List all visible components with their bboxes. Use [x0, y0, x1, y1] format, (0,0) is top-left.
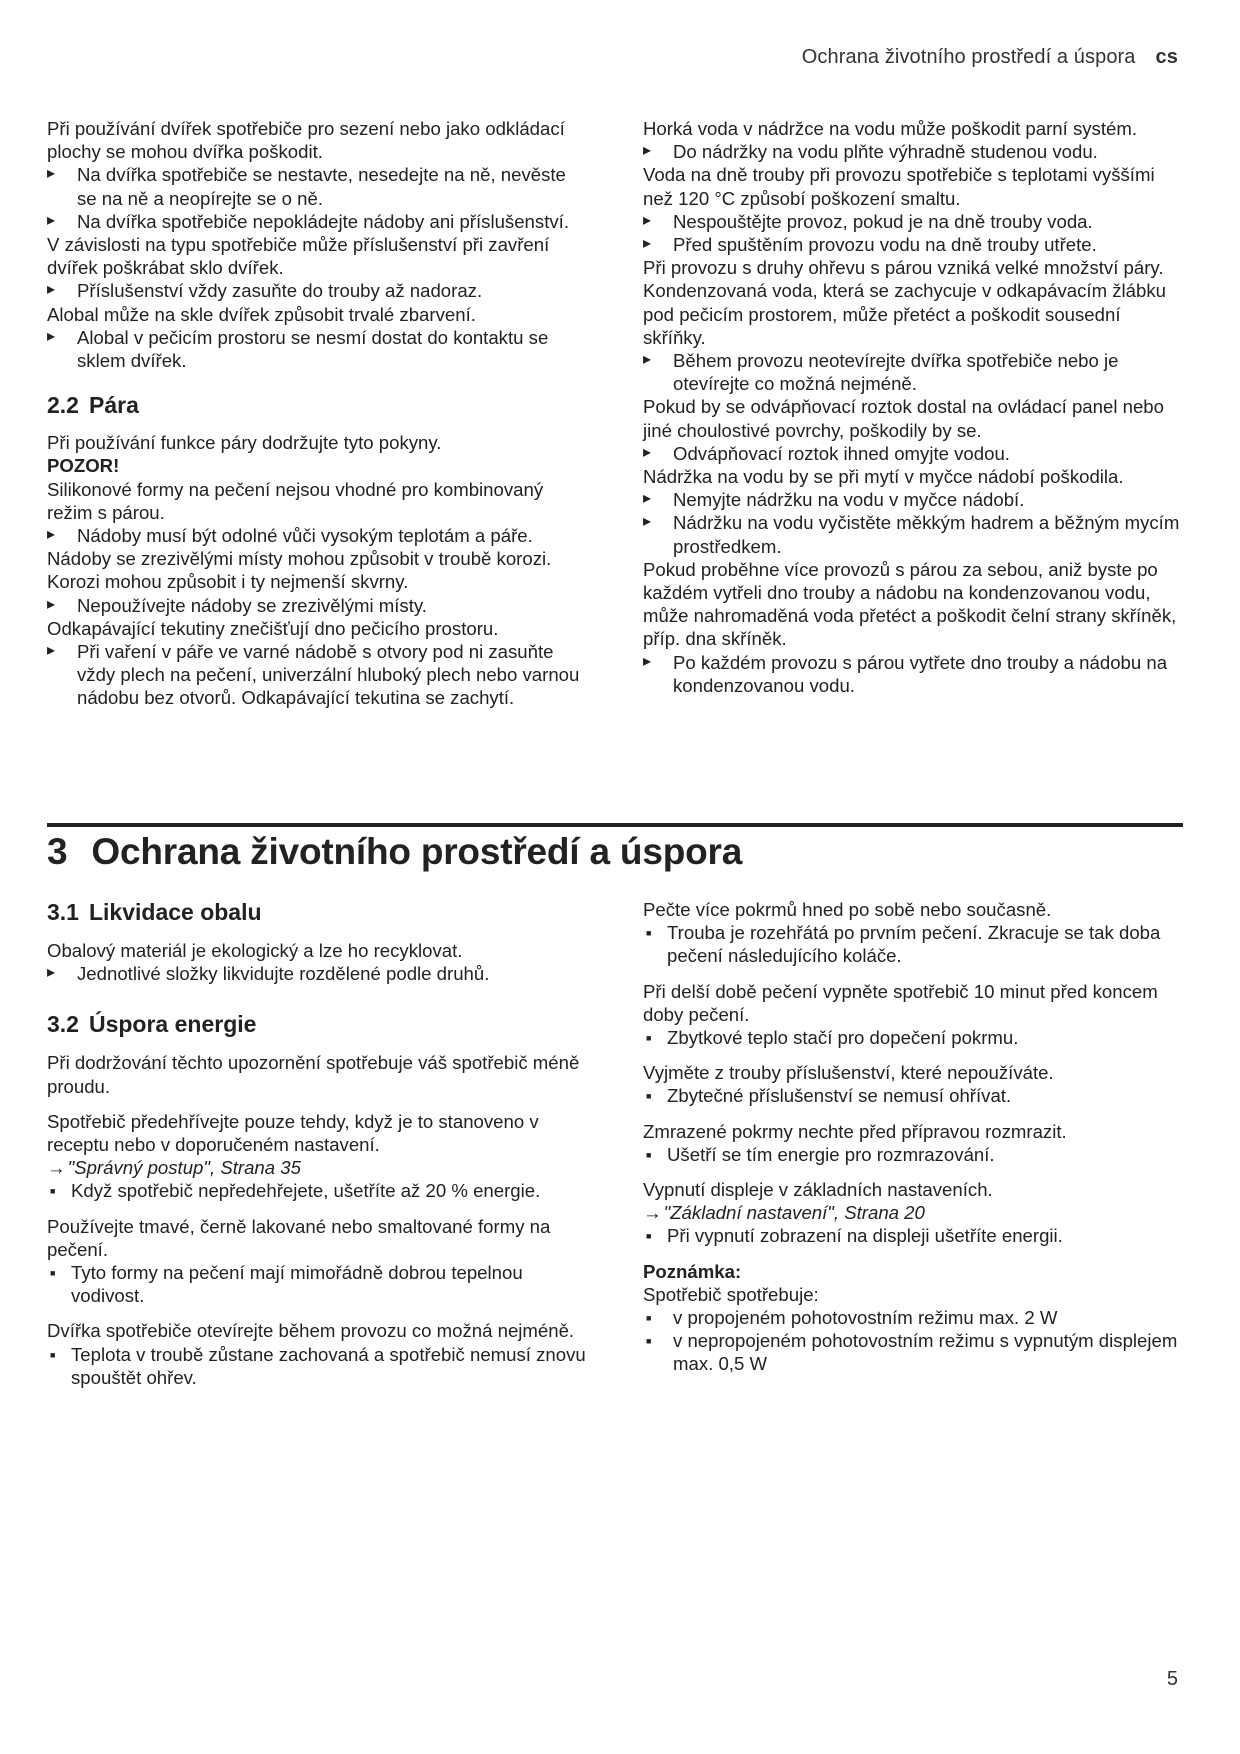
section-number: 3.2: [47, 1011, 79, 1038]
paragraph: Pokud by se odvápňovací roztok dostal na ovládací panel nebo jiné choulostivé povrchy, poškodily by se.: [643, 396, 1164, 441]
paragraph: Voda na dně trouby při provozu spotřebiče s teplotami vyššími než 120 °C způsobí poškození smaltu.: [643, 164, 1155, 209]
chapter-divider: [47, 823, 1183, 827]
paragraph: Horká voda v nádržce na vodu může poškodit parní systém.: [643, 118, 1138, 139]
cross-reference-link[interactable]: [47, 1156, 587, 1179]
paragraph: Alobal může na skle dvířek způsobit trvalé zbarvení.: [47, 303, 476, 325]
cross-reference-text: "Správný postup", Strana 35: [67, 1157, 301, 1179]
result-item: ■ Zbytkové teplo stačí pro dopečení pokrmu.: [643, 1026, 1183, 1049]
note-item: ■ v propojeném pohotovostním režimu max. 2 W: [643, 1306, 1183, 1329]
column-right-lower: [643, 898, 1183, 1376]
running-header-title: Ochrana životního prostředí a úspora: [801, 46, 1136, 68]
paragraph: Spotřebič předehřívejte pouze tehdy, když je to stanoveno v receptu nebo v doporučeném nastavení.: [47, 1110, 539, 1156]
section-title: Pára: [88, 392, 139, 419]
note-label: Poznámka:: [643, 1260, 742, 1282]
paragraph: Při provozu s druhy ohřevu s párou vzniká velké množství páry. Kondenzovaná voda, která se zachycuje v odkapávacím žlábku pod pečicím prostorem, může přetéct a poškodit sousední skříňky.: [643, 257, 1167, 348]
section-number: 3.1: [47, 899, 79, 925]
paragraph: Silikonové formy na pečení nejsou vhodné pro kombinovaný režim s párou.: [47, 478, 544, 523]
result-item: ■ Zbytečné příslušenství se nemusí ohřívat.: [643, 1084, 1183, 1107]
section-heading-3-1: [47, 898, 587, 926]
instruction-step: ▸ Před spuštěním provozu vodu na dně trouby utřete.: [643, 233, 1183, 256]
instruction-step: ▸ Nespouštějte provoz, pokud je na dně trouby voda.: [643, 210, 1183, 233]
paragraph: Zmrazené pokrmy nechte před přípravou rozmrazit.: [643, 1120, 1067, 1142]
result-item: ■ Tyto formy na pečení mají mimořádně dobrou tepelnou vodivost.: [47, 1261, 587, 1307]
paragraph: Nádržka na vodu by se při mytí v myčce nádobí poškodila.: [643, 466, 1124, 488]
paragraph: Při používání funkce páry dodržujte tyto pokyny.: [47, 432, 442, 454]
result-item: ■ Při vypnutí zobrazení na displeji ušetříte energii.: [643, 1224, 1183, 1247]
chapter-heading: [47, 830, 742, 874]
caution-label: POZOR!: [47, 455, 120, 477]
chapter-title: Ochrana životního prostředí a úspora: [91, 831, 743, 872]
paragraph: Odkapávající tekutiny znečišťují dno pečicího prostoru.: [47, 617, 499, 639]
paragraph: Vyjměte z trouby příslušenství, které nepoužíváte.: [643, 1062, 1054, 1084]
paragraph: Dvířka spotřebiče otevírejte během provozu co možná nejméně.: [47, 1320, 575, 1342]
section-title: Úspora energie: [88, 1011, 257, 1038]
cross-reference-link[interactable]: [643, 1201, 1183, 1224]
instruction-step: ▸ Nemyjte nádržku na vodu v myčce nádobí.: [643, 488, 1183, 511]
note-item: ■ v nepropojeném pohotovostním režimu s vypnutým displejem max. 0,5 W: [643, 1329, 1183, 1375]
instruction-step: ▸ Odvápňovací roztok ihned omyjte vodou.: [643, 442, 1183, 465]
instruction-step: ▸ Do nádržky na vodu plňte výhradně studenou vodu.: [643, 140, 1183, 163]
result-item: ■ Teplota v troubě zůstane zachovaná a spotřebič nemusí znovu spouštět ohřev.: [47, 1343, 587, 1389]
instruction-step: ▸ Na dvířka spotřebiče nepokládejte nádoby ani příslušenství.: [47, 210, 587, 233]
result-item: ■ Ušetří se tím energie pro rozmrazování.: [643, 1143, 1183, 1166]
paragraph: Používejte tmavé, černě lakované nebo smaltované formy na pečení.: [47, 1215, 551, 1260]
paragraph: Při dodržování těchto upozornění spotřebuje váš spotřebič méně proudu.: [47, 1052, 580, 1097]
paragraph: Pečte více pokrmů hned po sobě nebo současně.: [643, 899, 1052, 920]
paragraph: Při používání dvířek spotřebiče pro sezení nebo jako odkládací plochy se mohou dvířka poškodit.: [47, 118, 565, 163]
instruction-step: ▸ Po každém provozu s párou vytřete dno trouby a nádobu na kondenzovanou vodu.: [643, 651, 1183, 697]
paragraph: Vypnutí displeje v základních nastaveních.: [643, 1179, 993, 1201]
instruction-step: ▸ Na dvířka spotřebiče se nestavte, nesedejte na ně, nevěste se na ně a neopírejte se o ně.: [47, 163, 587, 209]
chapter-number: 3: [47, 831, 68, 872]
instruction-step: ▸ Při vaření v páře ve varné nádobě s otvory pod ni zasuňte vždy plech na pečení, univerzální hluboký plech nebo varnou nádobu bez otvorů. Odkapávající tekutina se zachytí.: [47, 640, 587, 710]
note-text: Spotřebič spotřebuje:: [643, 1283, 819, 1305]
section-number: 2.2: [47, 392, 79, 419]
section-heading-3-2: [47, 1010, 587, 1038]
paragraph: Nádoby se zrezivělými místy mohou způsobit v troubě korozi. Korozi mohou způsobit i ty nejmenší skvrny.: [47, 548, 552, 593]
running-header: [802, 46, 1178, 69]
instruction-step: ▸ Jednotlivé složky likvidujte rozdělené podle druhů.: [47, 962, 587, 985]
result-item: ■ Trouba je rozehřátá po prvním pečení. Zkracuje se tak doba pečení následujícího koláče.: [643, 921, 1183, 967]
instruction-step: ▸ Nepoužívejte nádoby se zrezivělými místy.: [47, 594, 587, 617]
arrow-icon: →: [643, 1202, 662, 1224]
section-title: Likvidace obalu: [88, 899, 262, 925]
paragraph: Při delší době pečení vypněte spotřebič 10 minut před koncem doby pečení.: [643, 980, 1158, 1025]
instruction-step: ▸ Příslušenství vždy zasuňte do trouby až nadoraz.: [47, 279, 587, 302]
instruction-step: ▸ Nádoby musí být odolné vůči vysokým teplotám a páře.: [47, 524, 587, 547]
section-heading-2-2: [47, 391, 587, 419]
cross-reference-text: "Základní nastavení", Strana 20: [663, 1202, 925, 1224]
instruction-step: ▸ Alobal v pečicím prostoru se nesmí dostat do kontaktu se sklem dvířek.: [47, 326, 587, 372]
result-item: ■ Když spotřebič nepředehřejete, ušetříte až 20 % energie.: [47, 1179, 587, 1202]
paragraph: Obalový materiál je ekologický a lze ho recyklovat.: [47, 940, 463, 961]
instruction-step: ▸ Během provozu neotevírejte dvířka spotřebiče nebo je otevírejte co možná nejméně.: [643, 349, 1183, 395]
column-left-lower: [47, 898, 587, 1389]
column-right-upper: [643, 117, 1183, 697]
page-number: 5: [1166, 1668, 1178, 1690]
language-code: cs: [1155, 46, 1178, 68]
instruction-step: ▸ Nádržku na vodu vyčistěte měkkým hadrem a běžným mycím prostředkem.: [643, 511, 1183, 557]
paragraph: V závislosti na typu spotřebiče může příslušenství při zavření dvířek poškrábat sklo dvířek.: [47, 234, 550, 279]
paragraph: Pokud proběhne více provozů s párou za sebou, aniž byste po každém vytřeli dno trouby a nádobu na kondenzovanou vodu, může nahromaděná voda přetéct a poškodit čelní strany skříněk, příp. dna skříněk.: [643, 558, 1177, 650]
column-left-upper: [47, 117, 587, 710]
arrow-icon: →: [47, 1157, 66, 1179]
